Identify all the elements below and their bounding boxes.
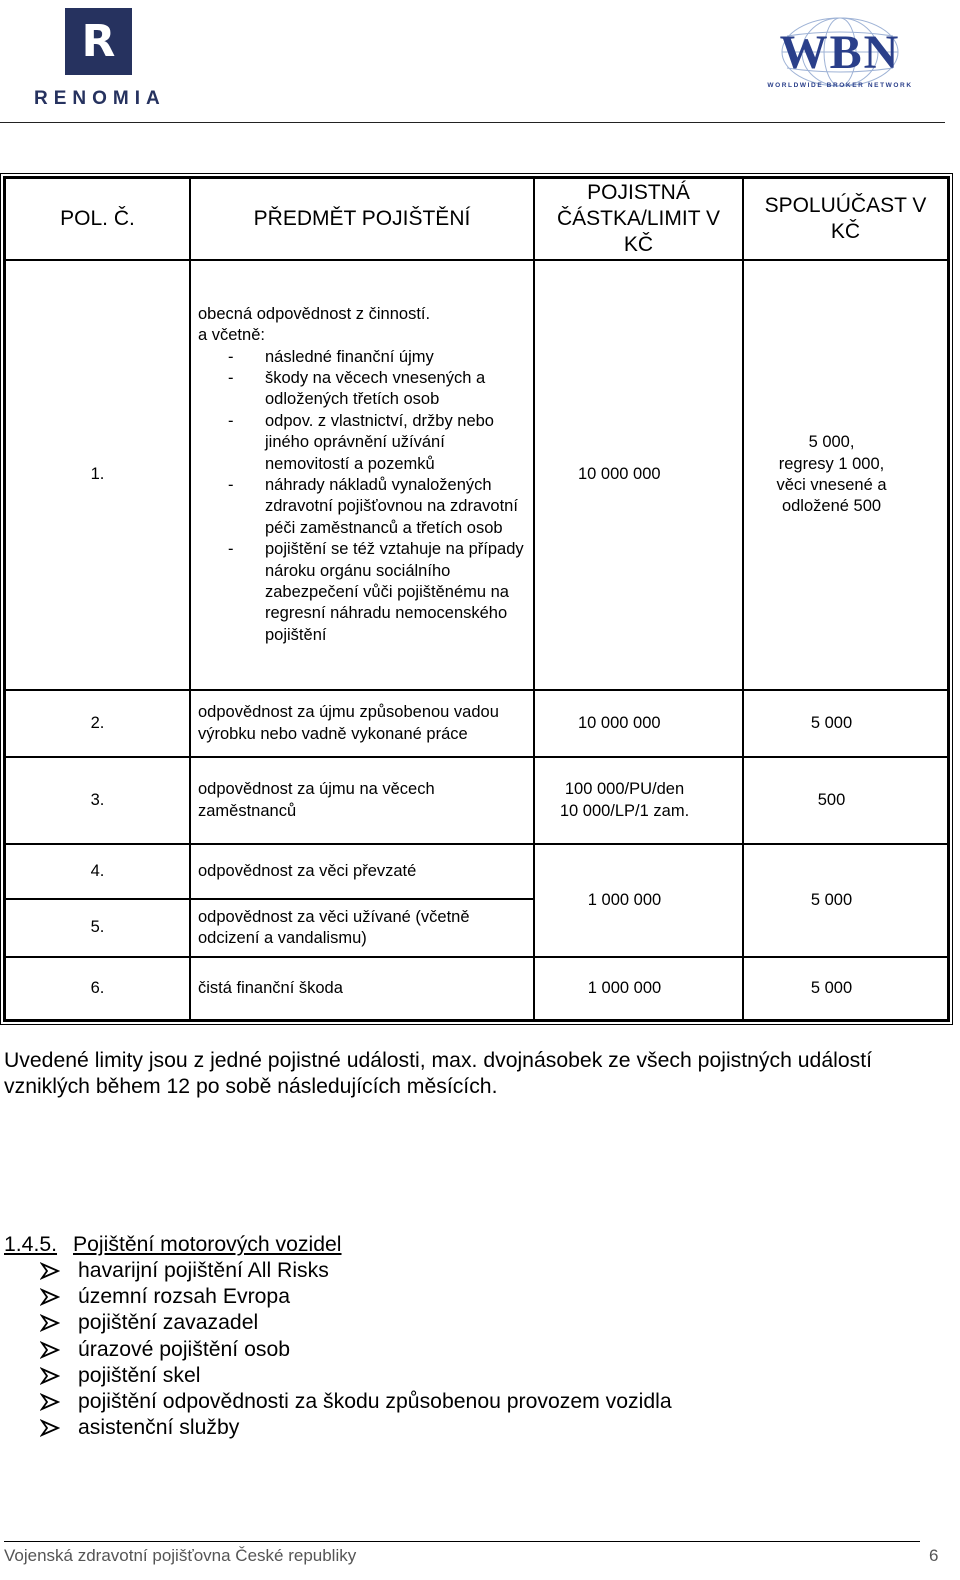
list-item-label: asistenční služby bbox=[78, 1416, 240, 1440]
footer-text: Vojenská zdravotní pojišťovna České republiky bbox=[4, 1546, 357, 1565]
row-limit: 10 000 000 bbox=[534, 260, 743, 690]
header-limit: POJISTNÁ ČÁSTKA/LIMIT V KČ bbox=[534, 178, 743, 260]
header-deductible: SPOLUÚČAST V KČ bbox=[743, 178, 948, 260]
arrowhead-icon bbox=[40, 1363, 60, 1389]
section-number: 1.4.5. bbox=[4, 1233, 58, 1256]
deductible-line: regresy 1 000, bbox=[778, 454, 885, 473]
list-item-label: pojištění odpovědnosti za škodu způsobenou provozem vozidla bbox=[78, 1390, 672, 1414]
table-row bbox=[5, 844, 948, 899]
list-item bbox=[38, 1284, 672, 1310]
header-subject: PŘEDMĚT POJIŠTĚNÍ bbox=[190, 178, 534, 260]
list-item-label: pojištění zavazadel bbox=[78, 1311, 259, 1335]
table-row bbox=[5, 957, 948, 1020]
header-pol-c: POL. Č. bbox=[5, 178, 190, 260]
section-title: Pojištění motorových vozidel bbox=[73, 1233, 342, 1256]
deductible-line: věci vnesené a bbox=[776, 476, 887, 494]
row-subject: odpovědnost za věci převzaté bbox=[190, 844, 534, 899]
coverage-table bbox=[3, 176, 950, 1022]
header-divider bbox=[0, 122, 945, 123]
row-number: 2. bbox=[5, 690, 190, 757]
list-item-label: úrazové pojištění osob bbox=[78, 1337, 291, 1361]
limit-line: 100 000/PU/den bbox=[564, 780, 685, 799]
row-deductible bbox=[743, 260, 948, 690]
list-item bbox=[38, 1310, 672, 1336]
table-header-row bbox=[5, 178, 948, 260]
subject-line: a včetně: bbox=[198, 326, 265, 345]
row-deductible: 5 000 bbox=[743, 844, 948, 957]
list-item-label: územní rozsah Evropa bbox=[78, 1285, 290, 1309]
deductible-line: 5 000, bbox=[808, 433, 855, 452]
table-row bbox=[5, 260, 948, 690]
row-number: 1. bbox=[5, 260, 190, 690]
row-number: 3. bbox=[5, 757, 190, 844]
renomia-logo-letter: R bbox=[81, 15, 116, 67]
deductible-line: odložené 500 bbox=[781, 497, 882, 516]
page-number: 6 bbox=[929, 1546, 939, 1565]
arrowhead-icon bbox=[40, 1389, 60, 1415]
table-row bbox=[5, 690, 948, 757]
list-item: - následné finanční újmy bbox=[191, 347, 533, 368]
row-deductible: 500 bbox=[743, 757, 948, 844]
wbn-logo-tagline: WORLDWIDE BROKER NETWORK bbox=[767, 82, 913, 89]
list-item: - pojištění se též vztahuje na případy nároku orgánu sociálního zabezpečení vůči pojištěnému na regresní náhradu nemocenského pojištění bbox=[191, 539, 533, 646]
list-item-label: havarijní pojištění All Risks bbox=[78, 1259, 329, 1282]
wbn-logo bbox=[745, 12, 935, 96]
row-number: 6. bbox=[5, 957, 190, 1020]
subject-line: obecná odpovědnost z činností. bbox=[198, 304, 431, 323]
list-item bbox=[38, 1258, 672, 1284]
arrowhead-icon bbox=[40, 1284, 60, 1310]
page-header bbox=[0, 0, 960, 125]
row-limit: 10 000 000 bbox=[534, 690, 743, 757]
row-deductible: 5 000 bbox=[743, 690, 948, 757]
row-subject: čistá finanční škoda bbox=[190, 957, 534, 1020]
arrowhead-icon bbox=[40, 1337, 60, 1363]
list-item: - náhrady nákladů vynaložených zdravotní pojišťovnou na zdravotní péči zaměstnanců a třetích osob bbox=[191, 475, 533, 539]
wbn-logo-letters: WBN bbox=[779, 26, 901, 79]
row-limit: 1 000 000 bbox=[534, 957, 743, 1020]
row-limit bbox=[534, 757, 743, 844]
arrowhead-icon bbox=[40, 1415, 60, 1441]
footer-divider bbox=[4, 1541, 920, 1542]
renomia-logo bbox=[34, 8, 164, 113]
renomia-logo-mark bbox=[65, 8, 132, 75]
row-subject: odpovědnost za újmu na věcech zaměstnanců bbox=[190, 757, 534, 844]
row-subject: odpovědnost za věci užívané (včetně odcizení a vandalismu) bbox=[190, 899, 534, 957]
list-item bbox=[38, 1389, 672, 1415]
renomia-logo-text: RENOMIA bbox=[34, 88, 166, 109]
arrowhead-icon bbox=[40, 1258, 60, 1284]
row-number: 4. bbox=[5, 844, 190, 899]
row-deductible: 5 000 bbox=[743, 957, 948, 1020]
list-item: - škody na věcech vnesených a odložených třetích osob bbox=[191, 368, 533, 411]
list-item-label: pojištění skel bbox=[78, 1363, 201, 1387]
arrowhead-icon bbox=[40, 1310, 60, 1336]
row-subject: odpovědnost za újmu způsobenou vadou výrobku nebo vadně vykonané práce bbox=[190, 690, 534, 757]
list-item bbox=[38, 1337, 672, 1363]
list-item bbox=[38, 1415, 672, 1441]
subject-item-list bbox=[191, 347, 533, 647]
section-heading bbox=[4, 1232, 342, 1258]
row-subject bbox=[190, 260, 534, 690]
row-number: 5. bbox=[5, 899, 190, 957]
section-bullet-list bbox=[38, 1258, 672, 1441]
limit-line: 10 000/LP/1 zam. bbox=[559, 801, 690, 820]
list-item bbox=[38, 1363, 672, 1389]
limits-note: Uvedené limity jsou z jedné pojistné události, max. dvojnásobek ze všech pojistných událostí vzniklých během 12 po sobě následujících měsících. bbox=[4, 1049, 872, 1098]
table-row bbox=[5, 757, 948, 844]
list-item: - odpov. z vlastnictví, držby nebo jiného oprávnění užívání nemovitostí a pozemků bbox=[191, 411, 533, 475]
row-limit: 1 000 000 bbox=[534, 844, 743, 957]
